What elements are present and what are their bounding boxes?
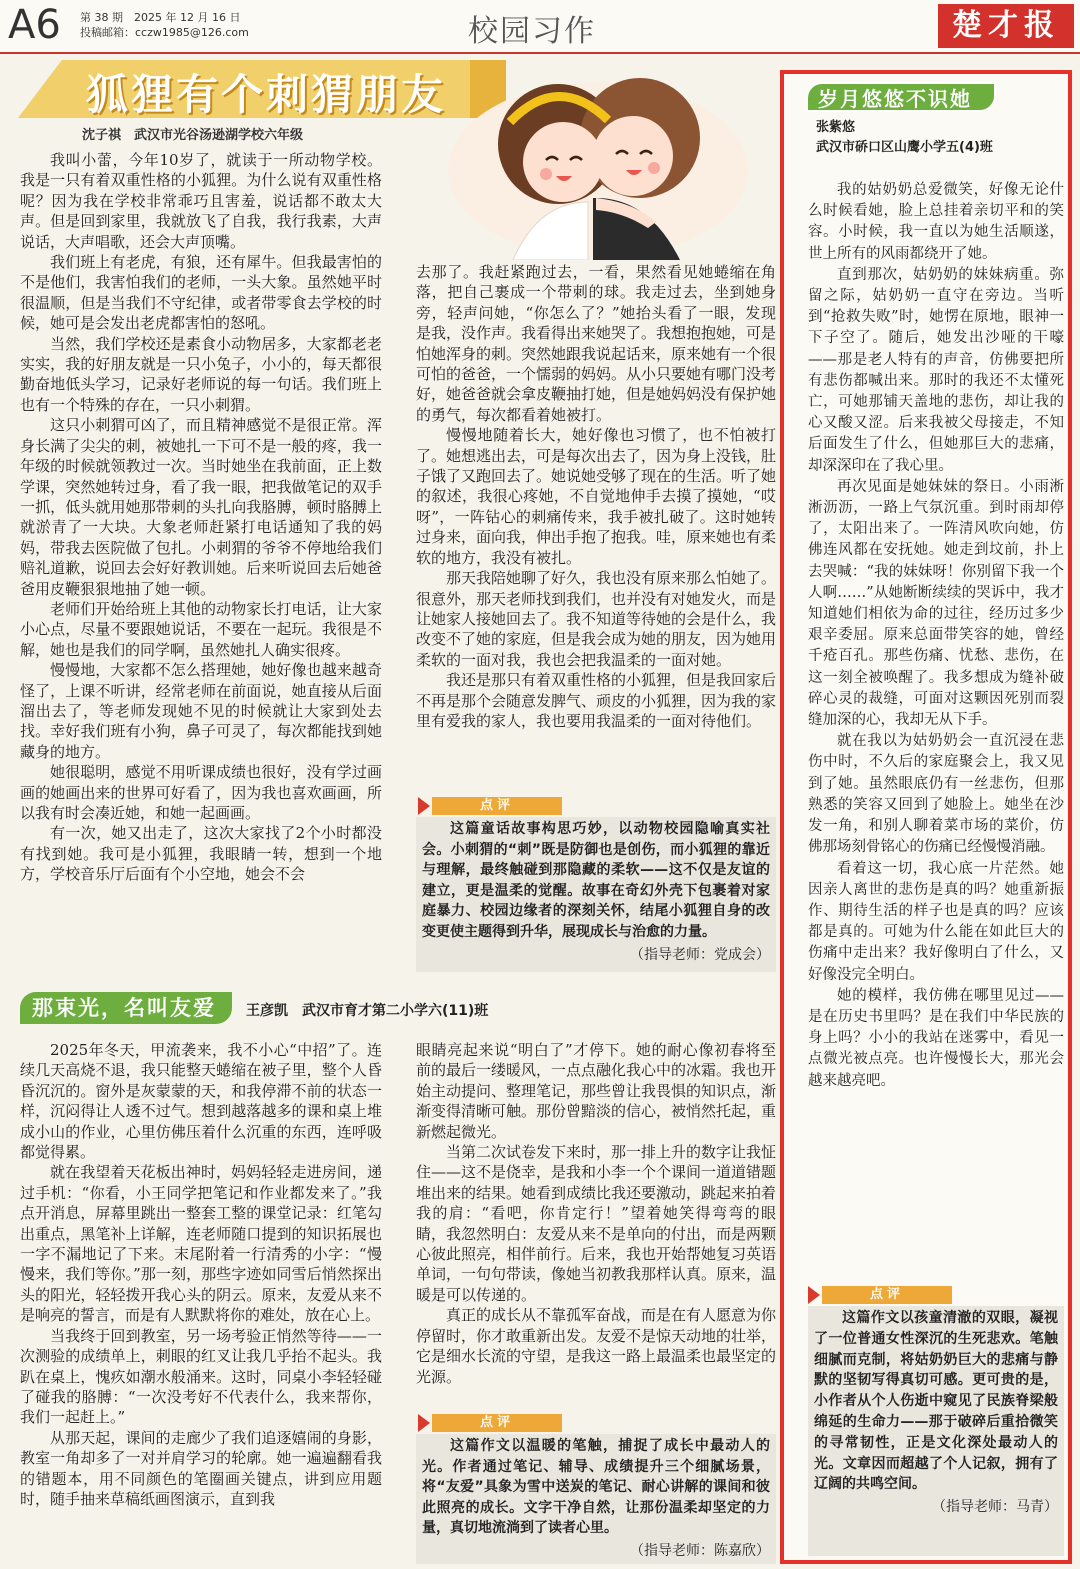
article2-title: 那束光，名叫友爱 xyxy=(20,992,232,1024)
paragraph: 就在我以为姑奶奶会一直沉浸在悲伤中时，不久后的家庭聚会上，我又见到了她。虽然眼底仍有一丝悲伤，但那熟悉的笑容又回到了她脸上。她坐在沙发一角，和别人聊着菜市场的菜价，仿佛那场刻骨铭心的伤痛已经慢慢消融。 xyxy=(808,733,1064,856)
paragraph: 我还是那只有着双重性格的小狐狸，但是我回家后不再是那个会随意发脾气、顽皮的小狐狸，因为我的家里有爱我的家人，我也要用我温柔的一面对待他们。 xyxy=(416,671,776,730)
issue-date: 第 38 期 2025 年 12 月 16 日 xyxy=(80,11,241,24)
paragraph: 2025年冬天，甲流袭来，我不小心“中招”了。连续几天高烧不退，我只能整天蜷缩在被子里，整个人昏昏沉沉的。窗外是灰蒙蒙的天，和我停滞不前的状态一样，沉闷得让人透不过气。想到越落越多的课和桌上堆成小山的作业，心里仿佛压着什么沉重的东西，连呼吸都觉得累。 xyxy=(20,1041,382,1162)
paragraph: 再次见面是她妹妹的祭日。小雨淅淅沥沥，一路上气氛沉重。到时雨却停了，太阳出来了。一阵清风吹向她，仿佛连风都在安抚她。她走到坟前，扑上去哭喊：“我的妹妹呀！你别留下我一个人啊……”从她断断续续的哭诉中，我才知道她们相依为命的过往，经历过多少艰辛委屈。原来总面带笑容的她，曾经千疮百孔。那些伤痛、忧愁、悲伤，在这一刻全被唤醒了。我多想成为缝补破碎心灵的裁缝，可面对这颗因死别而裂缝加深的心，我却无从下手。 xyxy=(808,478,1064,729)
paragraph: 当我终于回到教室，另一场考验正悄然等待——一次测验的成绩单上，刺眼的红叉让我几乎抬不起头。我趴在桌上，愧疚如潮水般涌来。这时，同桌小李轻轻碰了碰我的胳膊：“一次没考好不代表什么，我来帮你，我们一起赶上。” xyxy=(20,1326,382,1427)
article2-col1 xyxy=(20,1040,382,1564)
paragraph: 眼睛亮起来说“明白了”才停下。她的耐心像初春将至前的最后一缕暖风，一点点融化我心中的冰霜。我也开始主动提问、整理笔记，那些曾让我畏惧的知识点，渐渐变得清晰可触。那份曾黯淡的信心，被悄然托起，重新燃起微光。 xyxy=(416,1041,776,1141)
issue-meta xyxy=(80,10,249,40)
paragraph: 那天我陪她聊了好久，我也没有原来那么怕她了。很意外，那天老师找到我们，也并没有对她发火，而是让她家人接她回去了。我不知道等待她的会是什么，我改变不了她的家庭，但是我会成为她的朋友，因为她用柔软的一面对我，我也会把我温柔的一面对她。 xyxy=(416,569,776,669)
comment-tag: 点评 xyxy=(432,1414,562,1432)
paragraph: 她很聪明，感觉不用听课成绩也很好，没有学过画画的她画出来的世界可好看了，因为我也喜欢画画，所以我有时会凑近她，和她一起画画。 xyxy=(20,763,382,822)
article2-byline: 王彦凯 武汉市育才第二小学六(11)班 xyxy=(246,1003,489,1019)
paragraph: 慢慢地，大家都不怎么搭理她，她好像也越来越奇怪了，上课不听讲，经常老师在前面说，她直接从后面溜出去了，等老师发现她不见的时候就让大家到处去找。幸好我们班有小狗，鼻子可灵了，每次都能找到她藏身的地方。 xyxy=(20,661,382,761)
teacher-credit: （指导老师：马青） xyxy=(932,1499,1058,1516)
article3-title: 岁月悠悠不识她 xyxy=(806,82,996,112)
paragraph: 老师们开始给班上其他的动物家长打电话，让大家小心点，尽量不要跟她说话，不要在一起玩。我很是不解，她也是我们的同学啊，虽然她扎人确实很疼。 xyxy=(20,599,382,659)
page-number: A6 xyxy=(8,2,61,48)
comment-tag: 点评 xyxy=(822,1286,952,1304)
article2-col2 xyxy=(416,1040,776,1412)
paragraph: 有一次，她又出走了，这次大家找了2个小时都没有找到她。我可是小狐狸，我眼睛一转，想到一个地方，学校音乐厅后面有个小空地，她会不会 xyxy=(20,824,382,884)
article1-title: 狐狸有个刺猬朋友 xyxy=(86,70,447,119)
paragraph: 我的姑奶奶总爱微笑，好像无论什么时候看她，脸上总挂着亲切平和的笑容。小时候，我一直以为她生活顺遂，世上所有的风雨都绕开了她。 xyxy=(808,182,1064,262)
teacher-credit: （指导老师：党成会） xyxy=(630,946,770,963)
comment-text: 这篇童话故事构思巧妙，以动物校园隐喻真实社会。小刺猬的“刺”既是防御也是创伤，而小狐狸的靠近与理解，最终触碰到那隐藏的柔软——这不仅是友谊的建立，更是温柔的觉醒。故事在奇幻外壳下包裹着对家庭暴力、校园边缘者的深刻关怀，结尾小狐狸自身的改变更使主题得到升华，展现成长与治愈的力量。 xyxy=(422,821,770,940)
paragraph: 就在我望着天花板出神时，妈妈轻轻走进房间，递过手机：“你看，小王同学把笔记和作业都发来了。”我点开消息，屏幕里跳出一整套工整的课堂记录：红笔勾出重点，黑笔补上详解，连老师随口提到的知识拓展也一字不漏地记了下来。末尾附着一行清秀的小字：“慢慢来，我们等你。”那一刻，那些字迹如同雪后悄然探出头的阳光，轻轻拨开我心头的阴云。原来，友爱从来不是响亮的誓言，而是有人默默将你的难处，放在心上。 xyxy=(20,1163,382,1325)
paragraph: 看着这一切，我心底一片茫然。她因亲人离世的悲伤是真的吗？她重新振作、期待生活的样子也是真的吗？应该都是真的。可她为什么能在如此巨大的伤痛中走出来？我好像明白了什么，又好像没完全明白。 xyxy=(808,860,1064,983)
article3-author: 张紫悠 xyxy=(816,120,856,135)
article1-byline: 沈子祺 武汉市光谷汤逊湖学校六年级 xyxy=(82,128,304,143)
teacher-credit: （指导老师：陈嘉欣） xyxy=(630,1542,770,1559)
section-title: 校园习作 xyxy=(468,14,596,49)
article1-comment xyxy=(416,817,776,972)
paragraph: 真正的成长从不靠孤军奋战，而是在有人愿意为你停留时，你才敢重新出发。友爱不是惊天动地的壮举，它是细水长流的守望，是我这一路上最温柔也最坚定的光源。 xyxy=(416,1306,776,1386)
article3-body xyxy=(808,180,1064,1284)
paragraph: 慢慢地随着长大，她好像也习惯了，也不怕被打了。她想逃出去，可是每次出去了，因为身上没钱，肚子饿了又跑回去了。她说她受够了现在的生活。听了她的叙述，我很心疼她，不自觉地伸手去摸了摸她，“哎呀”，一阵钻心的刺痛传来，我手被扎破了。这时她转过身来，面向我，伸出手抱了抱我。哇，原来她也有柔软的地方，我没有被扎。 xyxy=(416,426,776,567)
article2-comment xyxy=(416,1434,776,1564)
article3-comment xyxy=(808,1306,1064,1556)
article1-col2 xyxy=(416,262,776,792)
contribution-email[interactable]: 投稿邮箱：cczw1985@126.com xyxy=(80,26,249,39)
comment-text: 这篇作文以温暖的笔触，捕捉了成长中最动人的光。作者通过笔记、辅导、成绩提升三个细腻场景，将“友爱”具象为雪中送炭的笔记、耐心讲解的课间和彼此照亮的成长。文字干净自然，让那份温柔却坚定的力量，真切地流淌到了读者心里。 xyxy=(422,1438,770,1537)
article3-school: 武汉市硚口区山鹰小学五(4)班 xyxy=(816,140,993,155)
paragraph: 我叫小蕾，今年10岁了，就读于一所动物学校。我是一只有着双重性格的小狐狸。为什么说有双重性格呢？因为我在学校非常乖巧且害羞，说话都不敢太大声。但是回到家里，我就放飞了自我，我行我素，大声说话，大声唱歌，还会大声顶嘴。 xyxy=(20,151,382,251)
paragraph: 直到那次，姑奶奶的妹妹病重。弥留之际，姑奶奶一直守在旁边。当听到“抢救失败”时，她愣在原地，眼神一下子空了。随后，她发出沙哑的干嚎——那是老人特有的声音，仿佛要把所有悲伤都喊出来。那时的我还不太懂死亡，可她那铺天盖地的悲伤，却让我的心又酸又涩。后来我被父母接走，不知后面发生了什么，但她那巨大的悲痛，却深深印在了我心里。 xyxy=(808,266,1064,474)
paragraph: 她的模样，我仿佛在哪里见过——是在历史书里吗？是在我们中华民族的身上吗？小小的我站在迷雾中，看见一点微光被点亮。也许慢慢长大，那光会越来越亮吧。 xyxy=(808,987,1064,1089)
two-girls-hugging-illustration xyxy=(418,52,774,260)
paragraph: 去那了。我赶紧跑过去，一看，果然看见她蜷缩在角落，把自己裹成一个带刺的球。我走过去，坐到她身旁，轻声问她，“你怎么了？”她抬头看了一眼，发现是我，没作声。我看得出来她哭了。我想抱抱她，可是怕她浑身的刺。突然她跟我说起话来，原来她有一个很可怕的爸爸，一个懦弱的妈妈。从小只要她有哪门没考好，她爸爸就会拿皮鞭抽打她，但是她妈妈没有保护她的勇气，每次都看着她被打。 xyxy=(416,263,776,424)
paragraph: 当第二次试卷发下来时，那一排上升的数字让我怔住——这不是侥幸，是我和小李一个个课间一道道错题堆出来的结果。她看到成绩比我还要激动，跳起来拍着我的肩：“看吧，你肯定行！”望着她笑得弯弯的眼睛，我忽然明白：友爱从来不是单向的付出，而是两颗心彼此照亮，相伴前行。后来，我也开始帮她复习英语单词，一句句带读，像她当初教我那样认真。原来，温暖是可以传递的。 xyxy=(416,1143,776,1304)
paragraph: 当然，我们学校还是素食小动物居多，大家都老老实实，我的好朋友就是一只小兔子，小小的，每天都很勤奋地低头学习，记录好老师说的每一句话。我们班上也有一个特殊的存在，一只小刺猬。 xyxy=(20,334,382,414)
newspaper-logo: 楚才报 xyxy=(938,4,1074,48)
paragraph: 我们班上有老虎，有狼，还有犀牛。但我最害怕的不是他们，我害怕我们的老师，一头大象。虽然她平时很温顺，但是当我们不守纪律，或者带零食去学校的时候，她可是会发出老虎都害怕的怒吼。 xyxy=(20,253,382,333)
paragraph: 从那天起，课间的走廊少了我们追逐嬉闹的身影，教室一角却多了一对并肩学习的轮廓。她一遍遍翻看我的错题本，用不同颜色的笔圈画关键点，讲到应用题时，随手抽来草稿纸画图演示，直到我 xyxy=(20,1428,382,1508)
paragraph: 这只小刺猬可凶了，而且精神感觉不是很正常。浑身长满了尖尖的刺，被她扎一下可不是一般的疼，我一年级的时候就领教过一次。当时她坐在我前面，正上数学课，突然她转过身，看了我一眼，把我做笔记的双手一抓，低头就用她那带刺的头扎向我胳膊，顿时胳膊上就淤青了一大块。大象老师赶紧打电话通知了我的妈妈，带我去医院做了包扎。小刺猬的爷爷不停地给我们赔礼道歉，说回去会好好教训她。后来听说回去后她爸爸用皮鞭狠狠地抽了她一顿。 xyxy=(20,416,382,598)
page-header xyxy=(0,0,1080,54)
article1-col1 xyxy=(20,150,382,970)
comment-text: 这篇作文以孩童清澈的双眼，凝视了一位普通女性深沉的生死悲欢。笔触细腻而克制，将姑奶奶巨大的悲痛与静默的坚韧写得真切可感。更可贵的是，小作者从个人伤逝中窥见了民族脊梁般绵延的生命力——那于破碎后重拾微笑的寻常韧性，正是文化深处最动人的光。文章因而超越了个人记叙，拥有了辽阔的共鸣空间。 xyxy=(814,1310,1058,1493)
comment-tag: 点评 xyxy=(432,797,562,815)
